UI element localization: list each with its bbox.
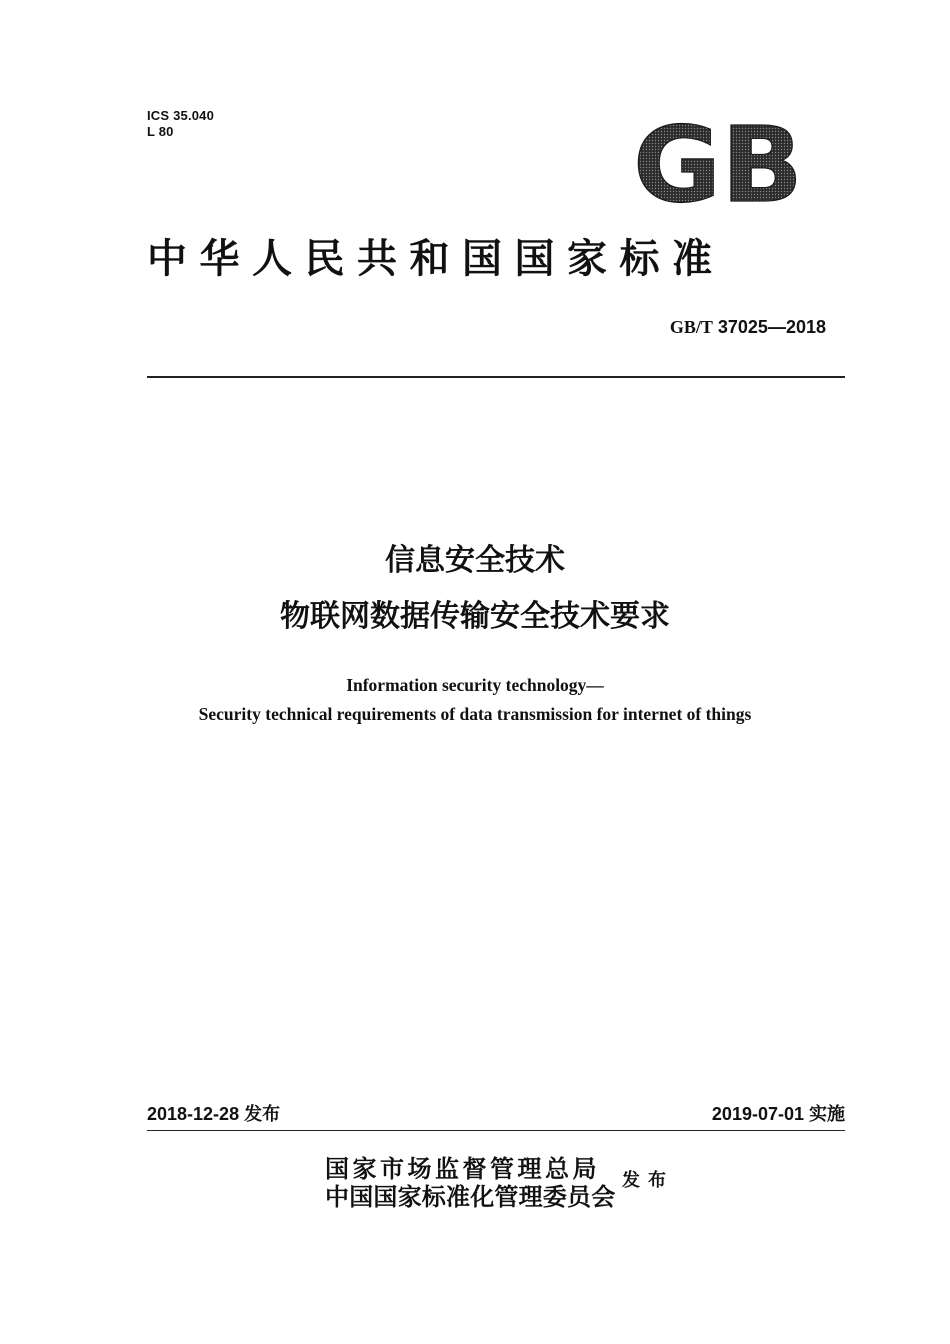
standard-prefix: GB/T: [669, 317, 713, 337]
national-standard-title: 中华人民共和国国家标准: [147, 235, 725, 282]
zh-title-line1: 信息安全技术: [385, 543, 565, 578]
implementation-date: 2019-07-01 实施: [711, 1104, 845, 1124]
issuer-line2: 中国国家标准化管理委员会: [325, 1182, 616, 1211]
issuer-line1: 国家市场监督管理总局: [325, 1154, 600, 1183]
issue-label: 发布: [622, 1170, 674, 1191]
ccs-code: L 80: [147, 124, 174, 139]
standard-number: 37025—2018: [717, 317, 826, 337]
en-title-line2: Security technical requirements of data transmission for internet of things: [198, 704, 752, 724]
ics-code: ICS 35.040: [147, 108, 215, 123]
gb-logo: [630, 118, 806, 210]
header-divider: [147, 376, 845, 378]
classification-codes: [147, 108, 214, 140]
svg-text:GB: GB: [633, 118, 803, 210]
zh-title-line2: 物联网数据传输安全技术要求: [280, 599, 670, 634]
standard-code: [670, 316, 826, 338]
issue-date: 2018-12-28 发布: [147, 1104, 281, 1124]
footer-divider: [147, 1130, 845, 1131]
en-title-line1: Information security technology—: [346, 675, 604, 695]
